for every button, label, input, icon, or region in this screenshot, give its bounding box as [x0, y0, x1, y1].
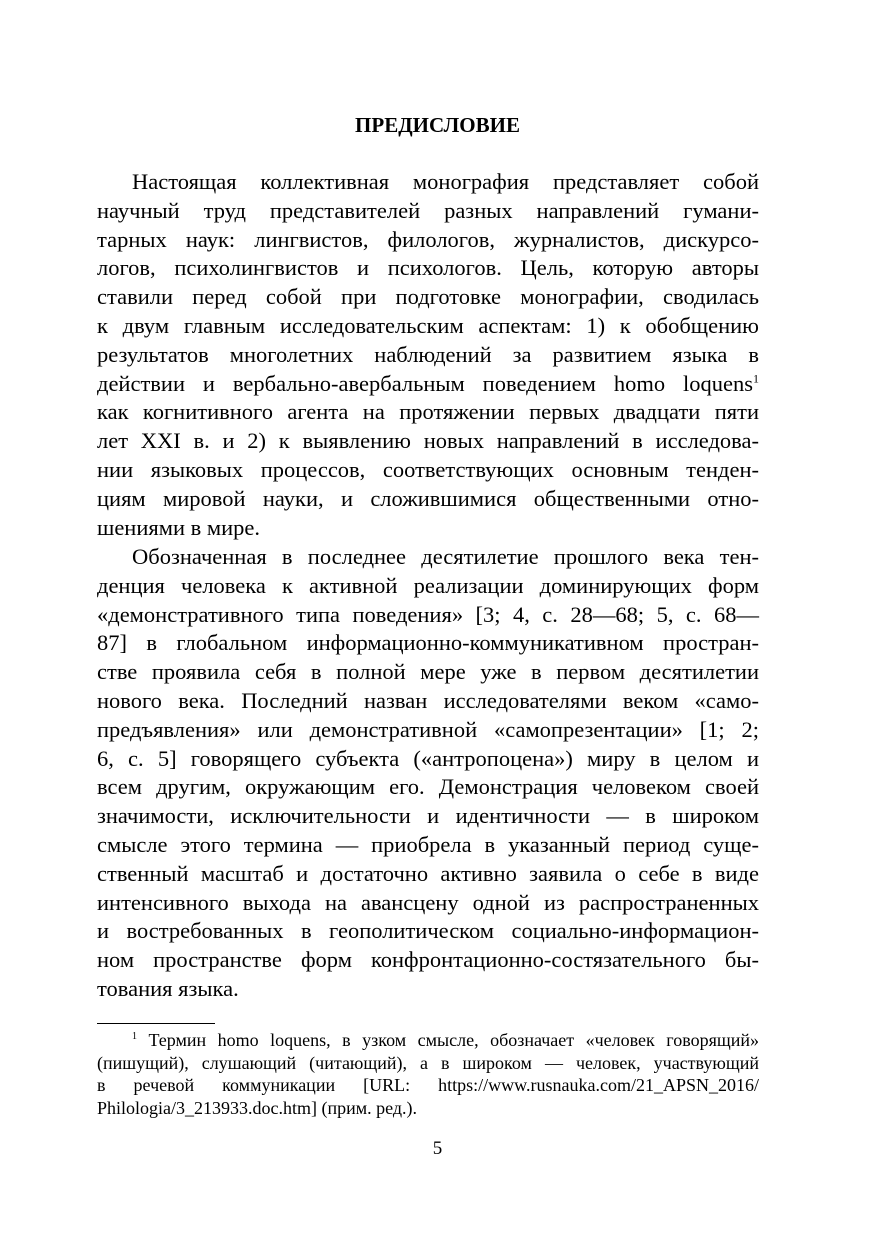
paragraph-line: тарных наук: лингвистов, филологов, журналистов, дискурсо-: [97, 226, 759, 252]
footnote-separator: [97, 1023, 215, 1024]
paragraph-line: Настоящая коллективная монография представляет собой: [132, 169, 759, 194]
footnote-marker: 1: [132, 1031, 137, 1042]
footnote: [97, 1029, 759, 1119]
paragraph-line: смысле этого термина — приобрела в указанный период суще-: [97, 831, 759, 857]
paragraph-line: циям мировой науки, и сложившимися общественными отно-: [97, 485, 759, 511]
footnote-reference: 1: [753, 371, 759, 386]
paragraph-line: денция человека к активной реализации доминирующих форм: [97, 572, 759, 598]
paragraph-line: научный труд представителей разных направлений гумани-: [97, 197, 759, 223]
paragraph-line: «демонстративного типа поведения» [3; 4, с. 28—68; 5, с. 68—: [97, 601, 759, 627]
footnote-line: [97, 1029, 759, 1052]
paragraph-line: и востребованных в геополитическом социально-информацион-: [97, 918, 759, 944]
paragraph-line: Обозначенная в последнее десятилетие прошлого века тен-: [132, 544, 759, 569]
paragraph-line: к двум главным исследовательским аспектам: 1) к обобщению: [97, 312, 759, 338]
paragraph-line: ставили перед собой при подготовке монографии, сводилась: [97, 284, 759, 310]
page-number: 5: [432, 1138, 443, 1159]
paragraph-line: логов, психолингвистов и психологов. Цель, которую авторы: [97, 255, 759, 281]
paragraph-line: нового века. Последний назван исследователями веком «само-: [97, 687, 759, 713]
paragraph-line: ном пространстве форм конфронтационно-состязательного бы-: [97, 947, 759, 973]
paragraph-line: как когнитивного агента на протяжении первых двадцати пяти: [97, 399, 759, 425]
paragraph-line-text: действии и вербально-авербальным поведением homo loquens: [97, 370, 753, 396]
paragraph-line: значимости, исключительности и идентичности — в широком: [97, 803, 759, 829]
paragraph-2: [97, 543, 759, 1004]
paragraph-line: результатов многолетних наблюдений за развитием языка в: [97, 341, 759, 367]
paragraph-line: лет XXI в. и 2) к выявлению новых направлений в исследова-: [97, 428, 759, 454]
footnote-line: в речевой коммуникации [URL: https://www.rusnauka.com/21_APSN_2016/: [97, 1075, 759, 1096]
paragraph-line: предъявления» или демонстративной «самопрезентации» [1; 2;: [97, 716, 759, 742]
paragraph-line: 6, с. 5] говорящего субъекта («антропоцена») миру в целом и: [97, 745, 759, 771]
paragraph-line: интенсивного выхода на авансцену одной из распространенных: [97, 889, 759, 915]
paragraph-line: тования языка.: [97, 975, 239, 1001]
paragraph-line: шениями в мире.: [97, 514, 261, 540]
paragraph-line: ственный масштаб и достаточно активно заявила о себе в виде: [97, 860, 759, 886]
footnote-line-text: Термин homo loquens, в узком смысле, обозначает «человек говорящий»: [148, 1030, 759, 1050]
paragraph-line: нии языковых процессов, соответствующих основным тенден-: [97, 456, 759, 482]
paragraph-line-with-footnote: [97, 370, 759, 399]
page-title: ПРЕДИСЛОВИЕ: [355, 113, 520, 137]
footnote-line: Philologia/3_213933.doc.htm] (прим. ред.).: [97, 1097, 418, 1118]
paragraph-line: всем другим, окружающим его. Демонстрация человеком своей: [97, 774, 759, 800]
paragraph-line: стве проявила себя в полной мере уже в первом десятилетии: [97, 659, 759, 685]
paragraph-1: [97, 168, 759, 542]
paragraph-line: 87] в глобальном информационно-коммуникативном простран-: [97, 630, 759, 656]
footnote-line: (пишущий), слушающий (читающий), а в широком — человек, участвующий: [97, 1052, 759, 1073]
